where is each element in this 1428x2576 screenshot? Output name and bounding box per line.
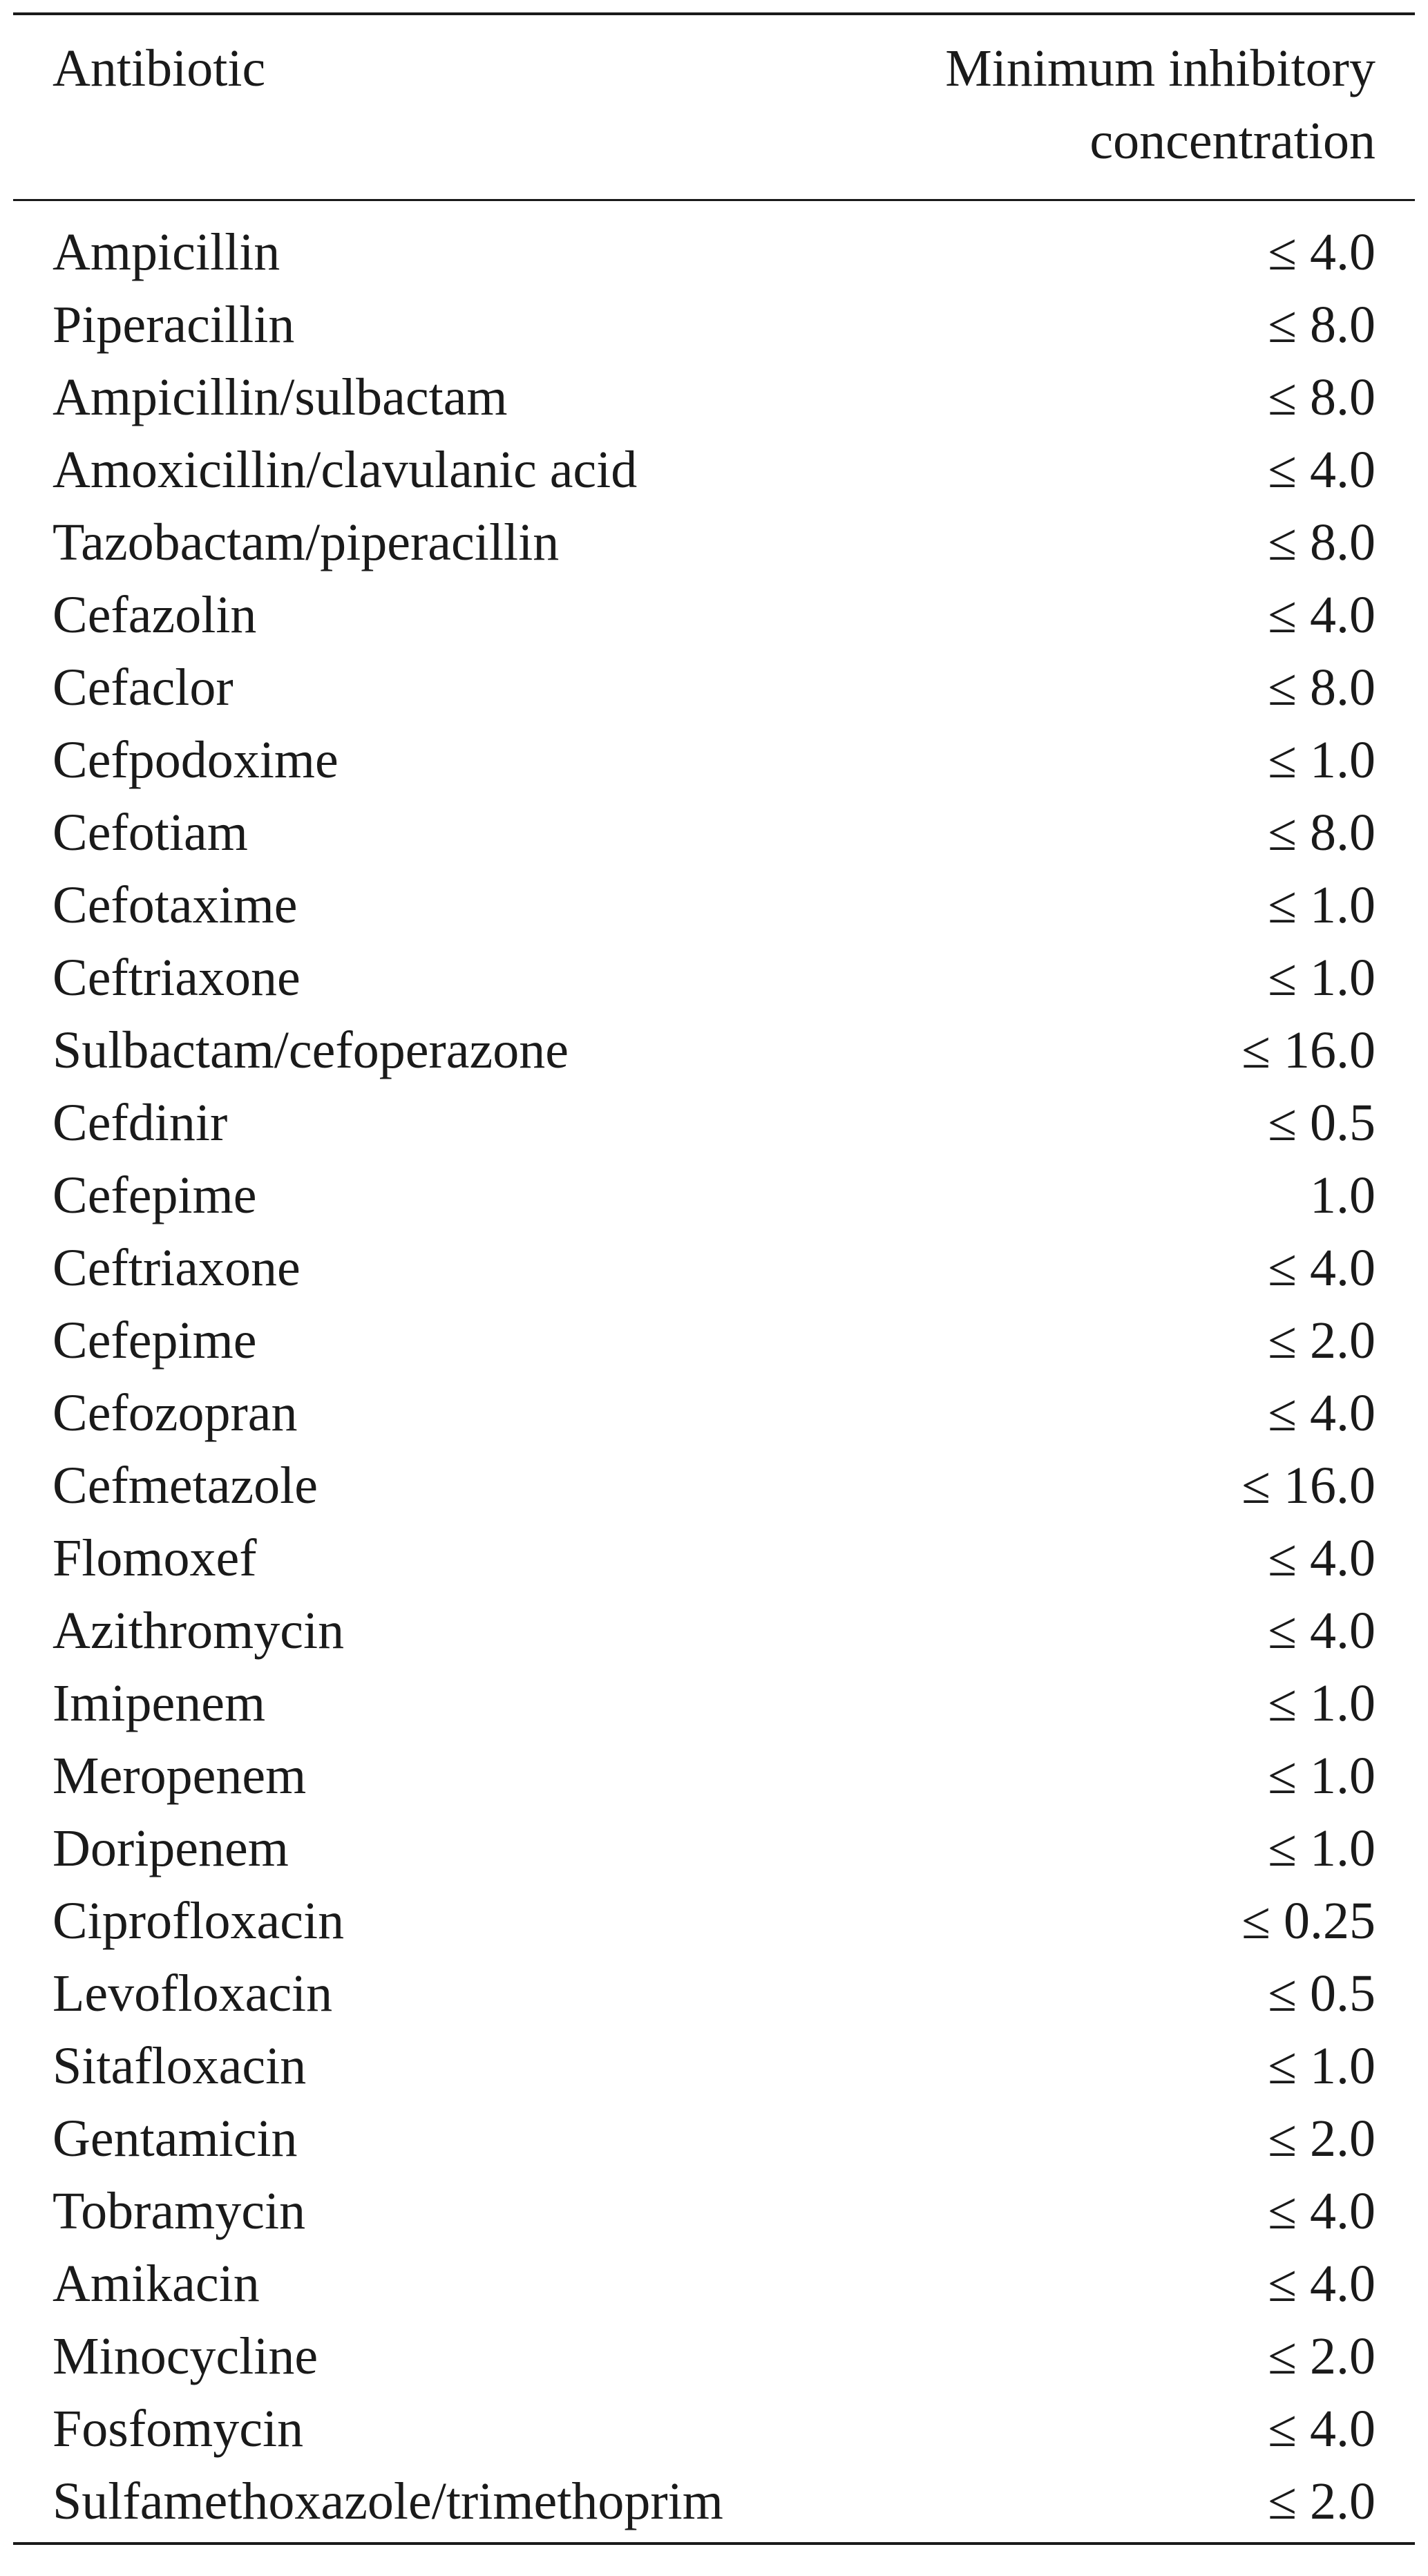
mic-cell: ≤ 16.0: [1241, 1457, 1375, 1515]
antibiotic-cell: Flomoxef: [53, 1529, 257, 1587]
table-row: [13, 869, 1415, 942]
table-row: [13, 2465, 1415, 2538]
antibiotic-cell: Cefazolin: [53, 586, 257, 644]
antibiotic-cell: Cefepime: [53, 1311, 257, 1370]
table-row: [13, 1740, 1415, 1812]
antibiotic-cell: Amoxicillin/clavulanic acid: [53, 441, 638, 499]
antibiotic-cell: Cefdinir: [53, 1094, 228, 1152]
antibiotic-cell: Doripenem: [53, 1819, 289, 1877]
mic-table: [13, 12, 1415, 2545]
mic-cell: ≤ 8.0: [1268, 513, 1375, 571]
table-row: [13, 1958, 1415, 2030]
mic-cell: ≤ 2.0: [1268, 2472, 1375, 2530]
antibiotic-cell: Sulfamethoxazole/trimethoprim: [53, 2472, 723, 2530]
mic-cell: ≤ 8.0: [1268, 804, 1375, 862]
table-row: [13, 2320, 1415, 2393]
antibiotic-cell: Azithromycin: [53, 1602, 345, 1660]
mic-cell: ≤ 1.0: [1268, 1674, 1375, 1732]
header-mic: Minimum inhibitory concentration: [945, 39, 1375, 170]
mic-cell: ≤ 4.0: [1268, 1602, 1375, 1660]
mic-cell: ≤ 2.0: [1268, 2327, 1375, 2385]
mic-cell: ≤ 8.0: [1268, 368, 1375, 426]
table-row: [13, 434, 1415, 506]
mic-cell: ≤ 4.0: [1268, 1384, 1375, 1442]
table-row: [13, 724, 1415, 797]
antibiotic-cell: Sulbactam/cefoperazone: [53, 1021, 569, 1079]
mic-cell: ≤ 16.0: [1241, 1021, 1375, 1079]
mic-cell: ≤ 1.0: [1268, 876, 1375, 934]
antibiotic-cell: Ceftriaxone: [53, 949, 301, 1007]
antibiotic-cell: Imipenem: [53, 1674, 266, 1732]
table-row: [13, 1159, 1415, 1232]
table-row: [13, 579, 1415, 652]
table-row: [13, 1232, 1415, 1305]
antibiotic-cell: Ceftriaxone: [53, 1239, 301, 1297]
table-body: [13, 201, 1415, 2542]
antibiotic-cell: Ampicillin: [53, 223, 280, 281]
mic-cell: ≤ 1.0: [1268, 1819, 1375, 1877]
antibiotic-cell: Cefotiam: [53, 804, 248, 862]
table-header: [13, 15, 1415, 199]
table-row: [13, 361, 1415, 434]
table-row: [13, 289, 1415, 361]
mic-cell: ≤ 4.0: [1268, 1529, 1375, 1587]
bottom-rule: [13, 2542, 1415, 2545]
antibiotic-cell: Cefozopran: [53, 1384, 298, 1442]
table-row: [13, 2393, 1415, 2465]
antibiotic-cell: Fosfomycin: [53, 2400, 304, 2458]
mic-cell: ≤ 4.0: [1268, 2255, 1375, 2313]
antibiotic-cell: Ciprofloxacin: [53, 1892, 345, 1950]
mic-cell: ≤ 4.0: [1268, 223, 1375, 281]
antibiotic-cell: Ampicillin/sulbactam: [53, 368, 508, 426]
antibiotic-cell: Amikacin: [53, 2255, 260, 2313]
antibiotic-cell: Cefmetazole: [53, 1457, 318, 1515]
table-row: [13, 1014, 1415, 1087]
table-row: [13, 1305, 1415, 1377]
table-row: [13, 2030, 1415, 2103]
mic-cell: ≤ 2.0: [1268, 2110, 1375, 2168]
mic-cell: ≤ 1.0: [1268, 731, 1375, 789]
antibiotic-cell: Tazobactam/piperacillin: [53, 513, 560, 571]
mic-cell: ≤ 4.0: [1268, 586, 1375, 644]
table-row: [13, 1812, 1415, 1885]
table-row: [13, 216, 1415, 289]
antibiotic-cell: Sitafloxacin: [53, 2037, 307, 2095]
table-row: [13, 652, 1415, 724]
mic-cell: 1.0: [1310, 1166, 1375, 1224]
mic-cell: ≤ 1.0: [1268, 2037, 1375, 2095]
antibiotic-cell: Meropenem: [53, 1747, 307, 1805]
mic-cell: ≤ 8.0: [1268, 659, 1375, 717]
table-row: [13, 1450, 1415, 1522]
table-row: [13, 1885, 1415, 1958]
antibiotic-cell: Minocycline: [53, 2327, 318, 2385]
table-row: [13, 1087, 1415, 1159]
mic-cell: ≤ 0.5: [1268, 1964, 1375, 2023]
table-row: [13, 1522, 1415, 1595]
antibiotic-cell: Tobramycin: [53, 2182, 306, 2240]
table-row: [13, 2175, 1415, 2248]
table-row: [13, 2103, 1415, 2175]
antibiotic-cell: Piperacillin: [53, 296, 295, 354]
antibiotic-cell: Cefaclor: [53, 659, 234, 717]
mic-cell: ≤ 4.0: [1268, 2182, 1375, 2240]
table-row: [13, 1377, 1415, 1450]
mic-cell: ≤ 2.0: [1268, 1311, 1375, 1370]
mic-cell: ≤ 4.0: [1268, 441, 1375, 499]
mic-cell: ≤ 4.0: [1268, 2400, 1375, 2458]
antibiotic-cell: Cefpodoxime: [53, 731, 339, 789]
table-row: [13, 2248, 1415, 2320]
antibiotic-cell: Gentamicin: [53, 2110, 298, 2168]
mic-cell: ≤ 1.0: [1268, 949, 1375, 1007]
antibiotic-cell: Cefepime: [53, 1166, 257, 1224]
mic-cell: ≤ 8.0: [1268, 296, 1375, 354]
mic-cell: ≤ 4.0: [1268, 1239, 1375, 1297]
mic-cell: ≤ 0.5: [1268, 1094, 1375, 1152]
table-row: [13, 942, 1415, 1014]
header-antibiotic: Antibiotic: [53, 39, 266, 97]
antibiotic-cell: Levofloxacin: [53, 1964, 333, 2023]
table-row: [13, 797, 1415, 869]
table-row: [13, 506, 1415, 579]
mic-cell: ≤ 0.25: [1241, 1892, 1375, 1950]
antibiotic-cell: Cefotaxime: [53, 876, 298, 934]
mic-cell: ≤ 1.0: [1268, 1747, 1375, 1805]
table-row: [13, 1595, 1415, 1667]
table-row: [13, 1667, 1415, 1740]
